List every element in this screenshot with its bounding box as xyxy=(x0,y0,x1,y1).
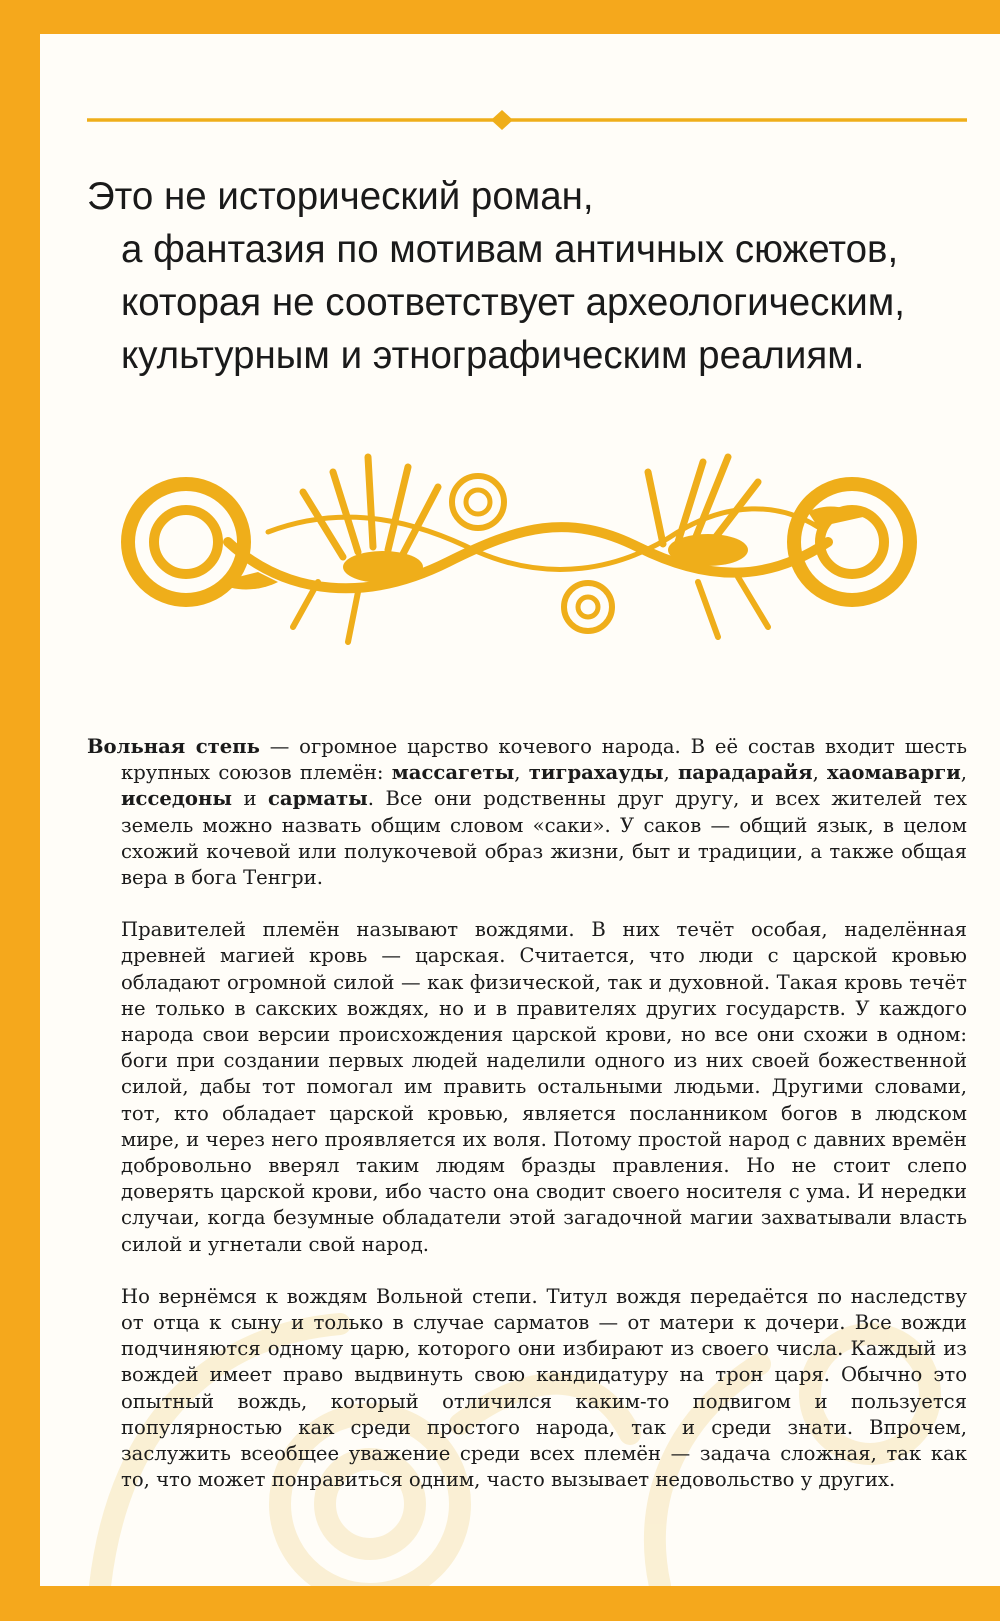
tribe-name: сарматы xyxy=(267,787,368,811)
tribe-name: хаомаварги xyxy=(827,761,961,785)
disclaimer-line: которая не соответствует археологическим, xyxy=(121,281,905,324)
golden-dragons-ornament-icon xyxy=(118,432,920,672)
disclaimer-line: а фантазия по мотивам античных сюжетов, xyxy=(121,228,899,271)
paragraph: Но вернёмся к вождям Вольной степи. Титул вождя передаётся по наследству от отца к сыну и только в случае сарматов — от матери к дочери. Все вожди подчиняются одному царю, которого они избирают из своего числа. Каждый из вождей имеет право выдвинуть свою кандидатуру на трон царя. Обычно это опытный вождь, который отличился каким-то подвигом и пользуется популярностью как среди простого народа, так и среди знати. Впрочем, заслужить всеобщее уважение среди всех племён — задача сложная, так как то, что может понравиться одним, часто вызывает недовольство у других. xyxy=(121,1284,967,1492)
tribe-name: массагеты xyxy=(391,761,515,785)
decorative-rule xyxy=(87,110,967,130)
disclaimer-line: Это не исторический роман, xyxy=(87,175,594,218)
tribe-name: тиграхауды xyxy=(528,761,664,785)
disclaimer-line: культурным и этнографическим реалиям. xyxy=(121,334,865,377)
paragraph: Правителей племён называют вождями. В них течёт особая, наделённая древней магией кровь — царская. Считается, что люди с царской кровью обладают огромной силой — как физической, так и духовной. Такая кровь течёт не только в сакских вождях, но и в правителях других государств. У каждого народа свои версии происхождения царской крови, но все они схожи в одном: боги при создании первых людей наделили одного из них своей божественной силой, дабы тот помогал им править остальными людьми. Другими словами, тот, кто обладает царской кровью, является посланником богов в людском мире, и через него проявляется их воля. Потому простой народ с давних времён добровольно вверял таким людям бразды правления. Но не стоит слепо доверять царской крови, ибо часто она сводит своего носителя с ума. И нередки случаи, когда безумные обладатели этой загадочной магии захватывали власть силой и угнетали свой народ. xyxy=(121,918,967,1256)
tribe-name: парадарайя xyxy=(677,761,813,785)
paragraph: Вольная степь — огромное царство кочевого народа. В её состав входит шесть крупных союзов племён: массагеты, тиграхауды, парадарайя, хаомаварги, исседоны и сарматы. Все они родственны друг другу, и всех жителей тех земель можно назвать общим словом «саки». У саков — общий язык, в целом схожий кочевой или полукочевой образ жизни, быт и традиции, а также общая вера в бога Тенгри. xyxy=(87,735,967,890)
term-heading: Вольная степь xyxy=(87,735,260,758)
disclaimer-heading xyxy=(87,170,977,382)
tribe-name: исседоны xyxy=(121,787,232,811)
article-body xyxy=(87,734,967,1519)
book-page xyxy=(40,34,1000,1586)
